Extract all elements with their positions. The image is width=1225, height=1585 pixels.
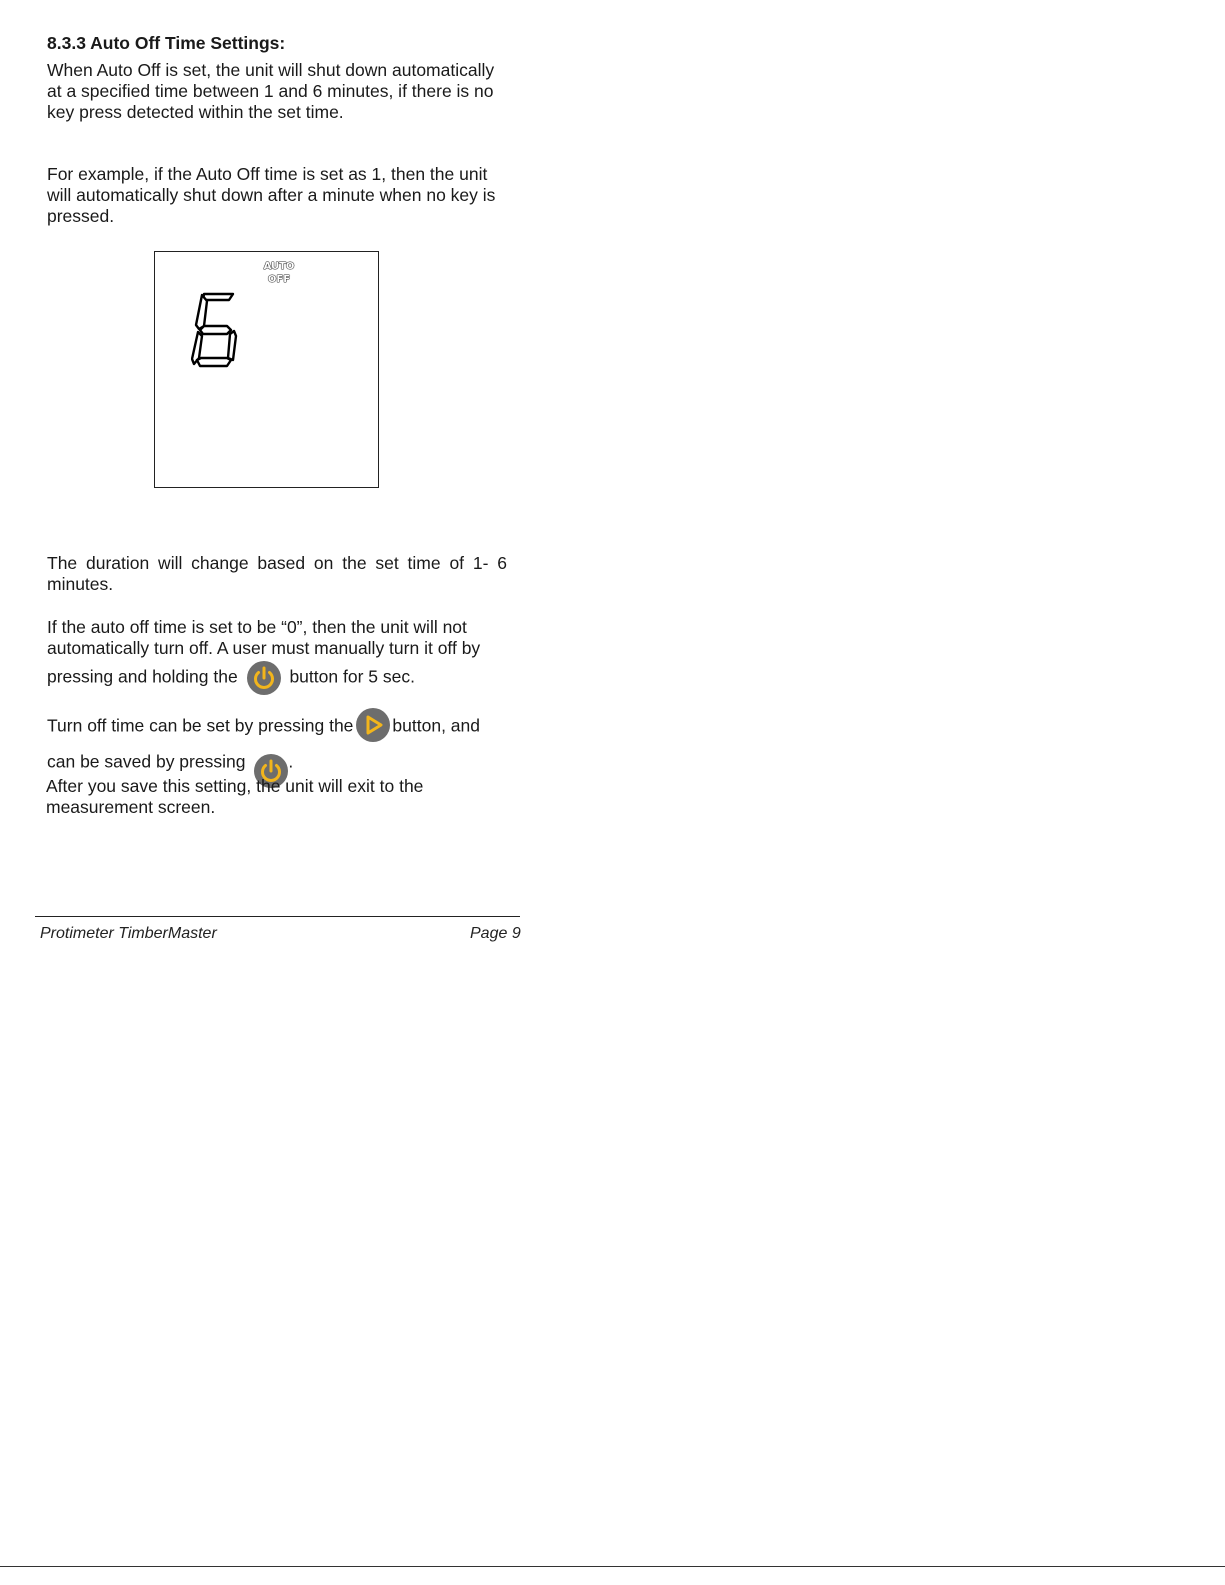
paragraph-after-save: After you save this setting, the unit will exit to the measurement screen. [46,776,424,817]
section-heading: 8.3.3 Auto Off Time Settings: [47,33,286,53]
footer-page-number: Page 9 [470,925,521,942]
paragraph-set-and-save-text-c: . [288,751,294,772]
page-bottom-border [0,1566,1225,1567]
paragraph-duration: The duration will change based on the set time of 1- 6 minutes. [47,553,507,594]
lcd-seven-segment-digit [191,292,239,368]
paragraph-set-and-save [47,710,507,782]
lcd-display-illustration [154,251,379,488]
footer-document-title: Protimeter TimberMaster [40,925,217,942]
paragraph-set-and-save-text-b: button, and can be saved by pressing [47,715,480,772]
paragraph-auto-off-zero-text-b: button for 5 sec. [289,666,415,687]
lcd-auto-off-label [259,260,299,286]
footer-divider [35,916,520,917]
paragraph-set-and-save-text-a: Turn off time can be set by pressing the [47,715,354,736]
paragraph-auto-off-description: When Auto Off is set, the unit will shut down automatically at a specified time between 1 and 6 minutes, if there is no key press detected within the set time. [47,60,495,122]
lcd-digit-value [155,252,156,253]
lcd-label-line2: OFF [267,274,291,285]
paragraph-auto-off-zero-text-a: If the auto off time is set to be “0”, then the unit will not automatically turn off. A user must manually turn it off by pressing and holding the [47,617,481,687]
power-icon [247,661,281,695]
paragraph-auto-off-zero [47,617,507,697]
play-icon [356,708,390,742]
lcd-label-line1: AUTO [263,261,295,272]
paragraph-example: For example, if the Auto Off time is set as 1, then the unit will automatically shut down after a minute when no key is pressed. [47,164,496,226]
